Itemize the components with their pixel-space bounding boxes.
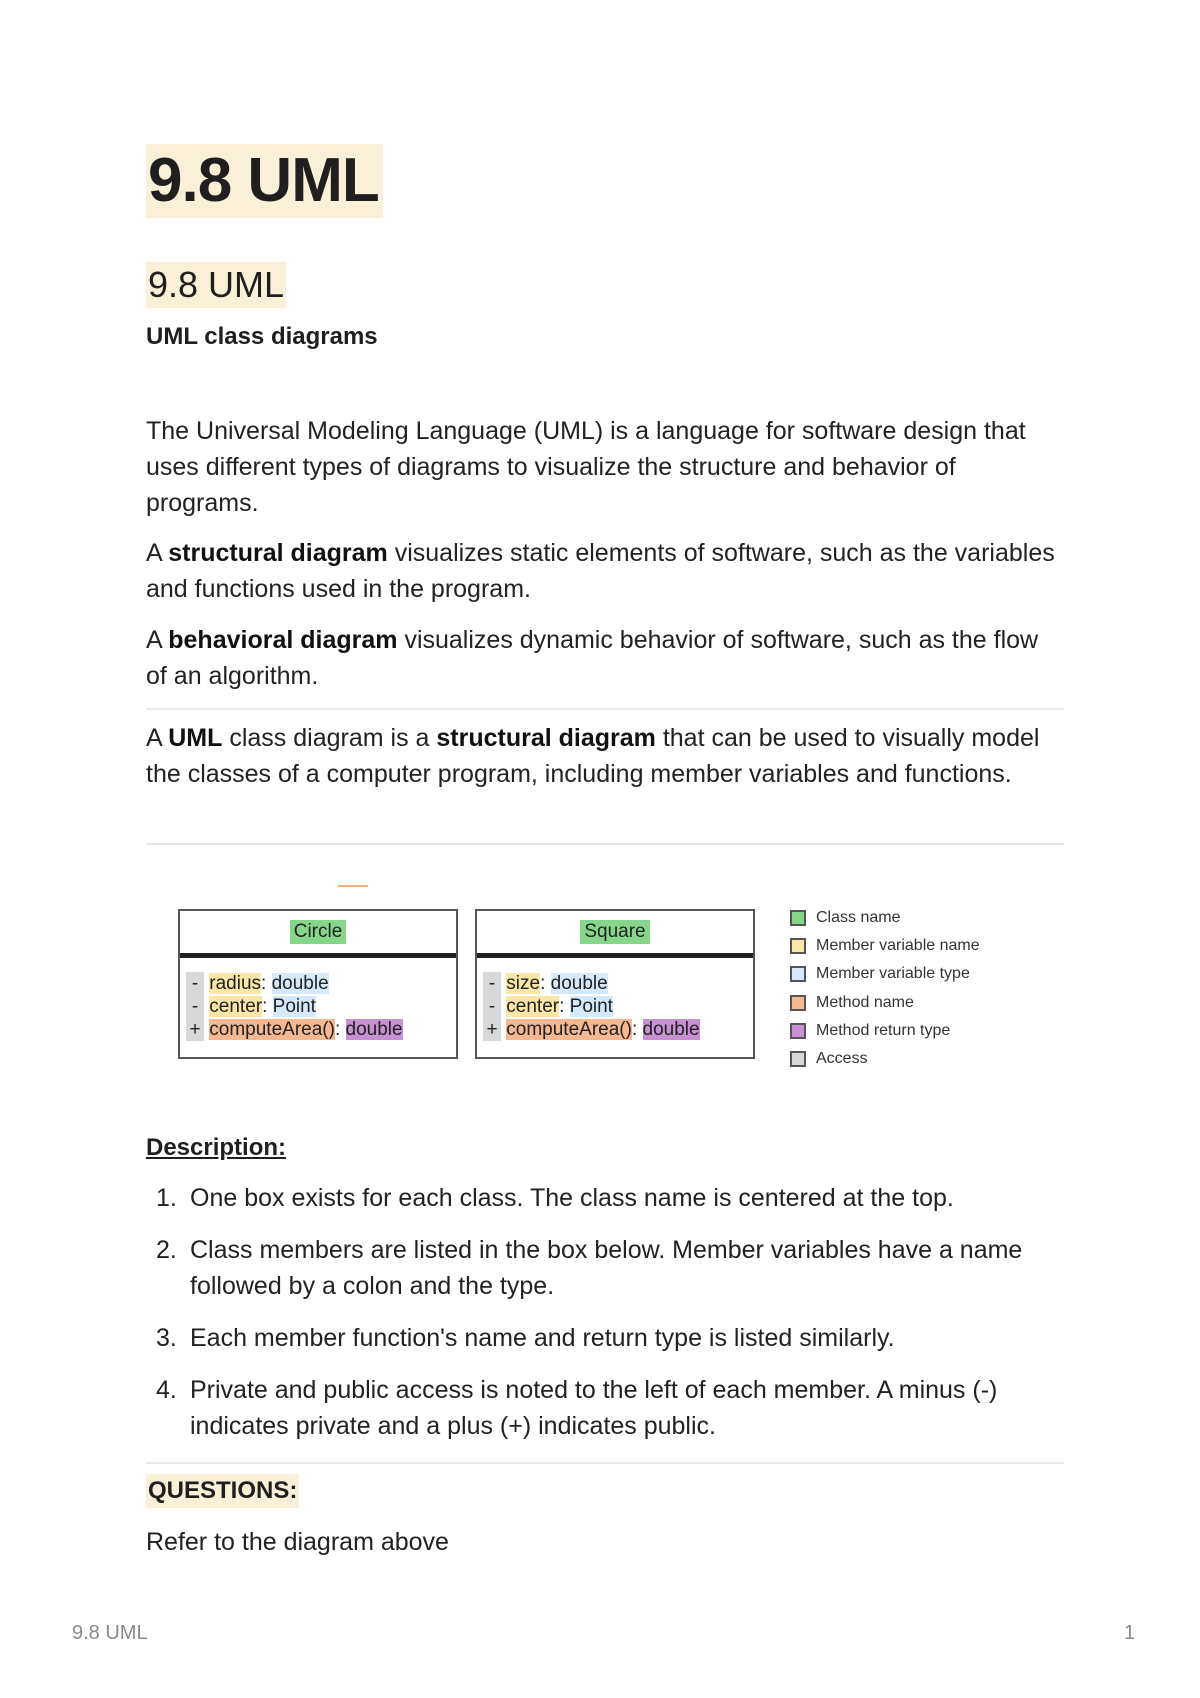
member-row: - center: Point xyxy=(483,995,753,1018)
list-item: 1. One box exists for each class. The class name is centered at the top. xyxy=(156,1184,954,1212)
class-name: Square xyxy=(580,920,649,944)
access-modifier: - xyxy=(483,995,501,1018)
member-variable-type: double xyxy=(550,973,608,994)
page-title: 9.8 UML xyxy=(146,144,383,218)
structural-term: structural diagram xyxy=(436,724,656,752)
access-modifier: - xyxy=(186,995,204,1018)
structural-term: structural diagram xyxy=(168,539,388,567)
list-item: 4. Private and public access is noted to the left of each member. A minus (-) indicates private and a plus (+) indicates public. xyxy=(156,1376,998,1440)
divider xyxy=(146,708,1064,710)
uml-class-box-square xyxy=(475,909,755,1059)
behavioral-term: behavioral diagram xyxy=(168,626,398,654)
access-modifier: + xyxy=(186,1018,204,1041)
structural-paragraph: A structural diagram visualizes static elements of software, such as the variables and functions used in the program. xyxy=(146,539,1055,603)
access-modifier: + xyxy=(483,1018,501,1041)
member-variable-type: Point xyxy=(569,996,613,1017)
member-row: - center: Point xyxy=(186,995,456,1018)
member-row: + computeArea(): double xyxy=(483,1018,753,1041)
uml-class-box-circle xyxy=(178,909,458,1059)
legend-label: Member variable name xyxy=(816,937,980,955)
uml-class-diagram xyxy=(146,870,1064,1080)
access-modifier: - xyxy=(186,972,204,995)
member-row: - size: double xyxy=(483,972,753,995)
questions-text: Refer to the diagram above xyxy=(146,1528,449,1556)
legend-label: Access xyxy=(816,1050,868,1068)
diagram-legend xyxy=(790,904,980,1073)
method-name: computeArea() xyxy=(506,1019,632,1040)
member-row: - radius: double xyxy=(186,972,456,995)
member-list xyxy=(477,958,753,1041)
page-number: 1 xyxy=(1124,1622,1136,1644)
legend-swatch xyxy=(790,995,806,1011)
page-subtitle: 9.8 UML xyxy=(146,262,286,308)
description-heading: Description: xyxy=(146,1134,287,1161)
legend-swatch xyxy=(790,938,806,954)
method-name: computeArea() xyxy=(209,1019,335,1040)
legend-swatch xyxy=(790,1051,806,1067)
footer-title: 9.8 UML xyxy=(72,1622,148,1644)
legend-item xyxy=(790,932,980,960)
class-name: Circle xyxy=(290,920,347,944)
list-item: 2. Class members are listed in the box below. Member variables have a name followed by a colon and the type. xyxy=(156,1236,1023,1300)
divider xyxy=(146,1462,1064,1464)
legend-label: Method name xyxy=(816,993,914,1011)
legend-item xyxy=(790,904,980,932)
legend-item xyxy=(790,989,980,1017)
member-variable-type: Point xyxy=(272,996,316,1017)
legend-swatch xyxy=(790,910,806,926)
legend-item xyxy=(790,1017,980,1045)
member-row: + computeArea(): double xyxy=(186,1018,456,1041)
member-list xyxy=(180,958,456,1041)
questions-heading: QUESTIONS: xyxy=(146,1474,299,1508)
member-variable-type: double xyxy=(271,973,329,994)
legend-swatch xyxy=(790,1023,806,1039)
member-variable-name: radius xyxy=(209,973,262,994)
legend-label: Method return type xyxy=(816,1021,951,1039)
section-heading: UML class diagrams xyxy=(146,323,378,350)
description-list xyxy=(146,1180,1064,1460)
decorative-mark xyxy=(338,885,368,887)
uml-term: UML xyxy=(168,724,223,752)
list-item: 3. Each member function's name and return type is listed similarly. xyxy=(156,1324,895,1352)
behavioral-paragraph: A behavioral diagram visualizes dynamic behavior of software, such as the flow of an algorithm. xyxy=(146,626,1039,690)
legend-item xyxy=(790,960,980,988)
member-variable-name: center xyxy=(506,996,560,1017)
method-return-type: double xyxy=(642,1019,700,1040)
access-modifier: - xyxy=(483,972,501,995)
intro-paragraph: The Universal Modeling Language (UML) is a language for software design that uses different types of diagrams to visualize the structure and behavior of programs. xyxy=(146,417,1026,517)
uml-class-paragraph: A UML class diagram is a structural diagram that can be used to visually model the classes of a computer program, including member variables and functions. xyxy=(146,724,1040,788)
legend-label: Class name xyxy=(816,909,901,927)
member-variable-name: size xyxy=(506,973,541,994)
member-variable-name: center xyxy=(209,996,263,1017)
legend-swatch xyxy=(790,966,806,982)
legend-item xyxy=(790,1045,980,1073)
divider xyxy=(146,843,1064,845)
method-return-type: double xyxy=(345,1019,403,1040)
legend-label: Member variable type xyxy=(816,965,970,983)
